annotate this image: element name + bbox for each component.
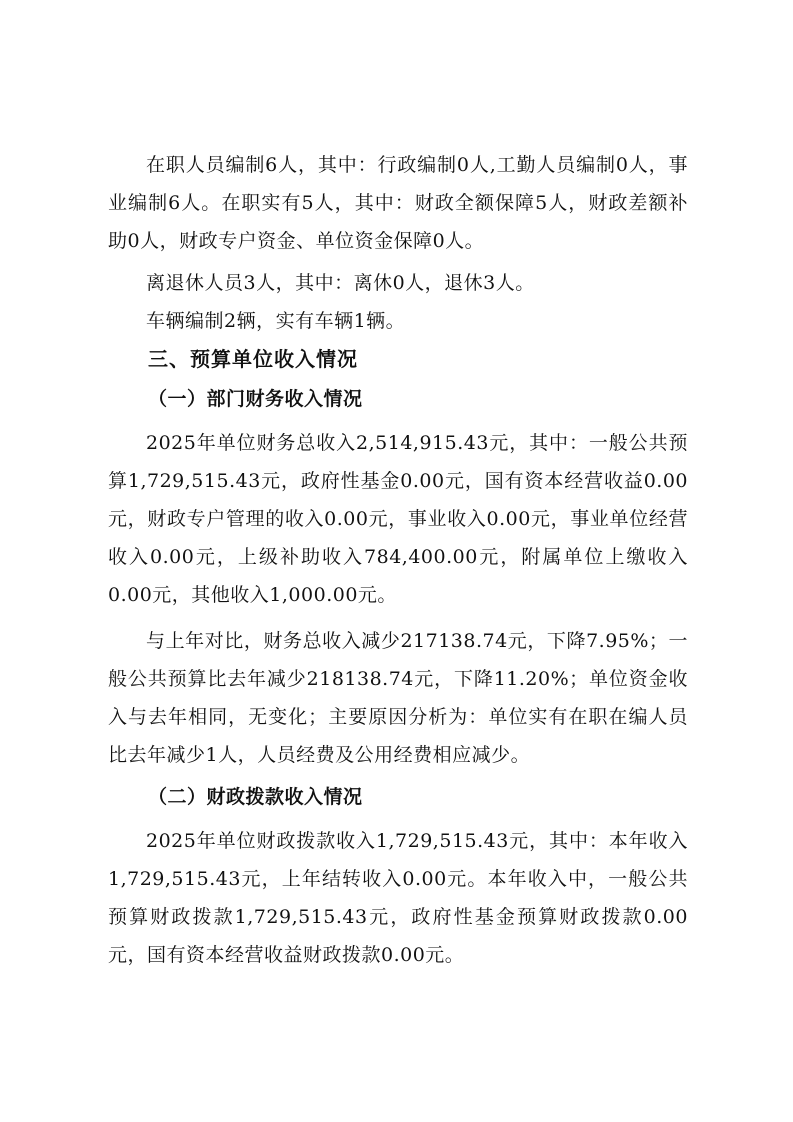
financial-income-paragraph: 2025年单位财务总收入2,514,915.43元，其中：一般公共预算1,729,515.43元，政府性基金0.00元，国有资本经营收益0.00元，财政专户管理的收入0.00元，事业收入0.00元，事业单位经营收入0.00元，上级补助收入784,400.00元，附属单位上缴收入0.00元，其他收入1,000.00元。 [108,432,688,606]
section-heading-income: 三、预算单位收入情况 [148,347,358,371]
subheading-financial-income: （一）部门财务收入情况 [148,388,363,410]
staffing-paragraph: 在职人员编制6人，其中：行政编制0人,工勤人员编制0人，事业编制6人。在职实有5人，其中：财政全额保障5人，财政差额补助0人，财政专户资金、单位资金保障0人。 [108,154,688,252]
vehicles-paragraph: 车辆编制2辆，实有车辆1辆。 [146,310,406,332]
fiscal-appropriation-paragraph: 2025年单位财政拨款收入1,729,515.43元，其中：本年收入1,729,515.43元，上年结转收入0.00元。本年收入中，一般公共预算财政拨款1,729,515.43元，政府性基金预算财政拨款0.00元，国有资本经营收益财政拨款0.00元。 [108,830,688,966]
retirees-paragraph: 离退休人员3人，其中：离休0人，退休3人。 [146,272,535,294]
comparison-paragraph: 与上年对比，财务总收入减少217138.74元，下降7.95%；一般公共预算比去年减少218138.74元，下降11.20%；单位资金收入与去年相同，无变化；主要原因分析为：单位实有在职在编人员比去年减少1人，人员经费及公用经费相应减少。 [108,630,688,766]
subheading-fiscal-appropriation: （二）财政拨款收入情况 [148,786,363,808]
